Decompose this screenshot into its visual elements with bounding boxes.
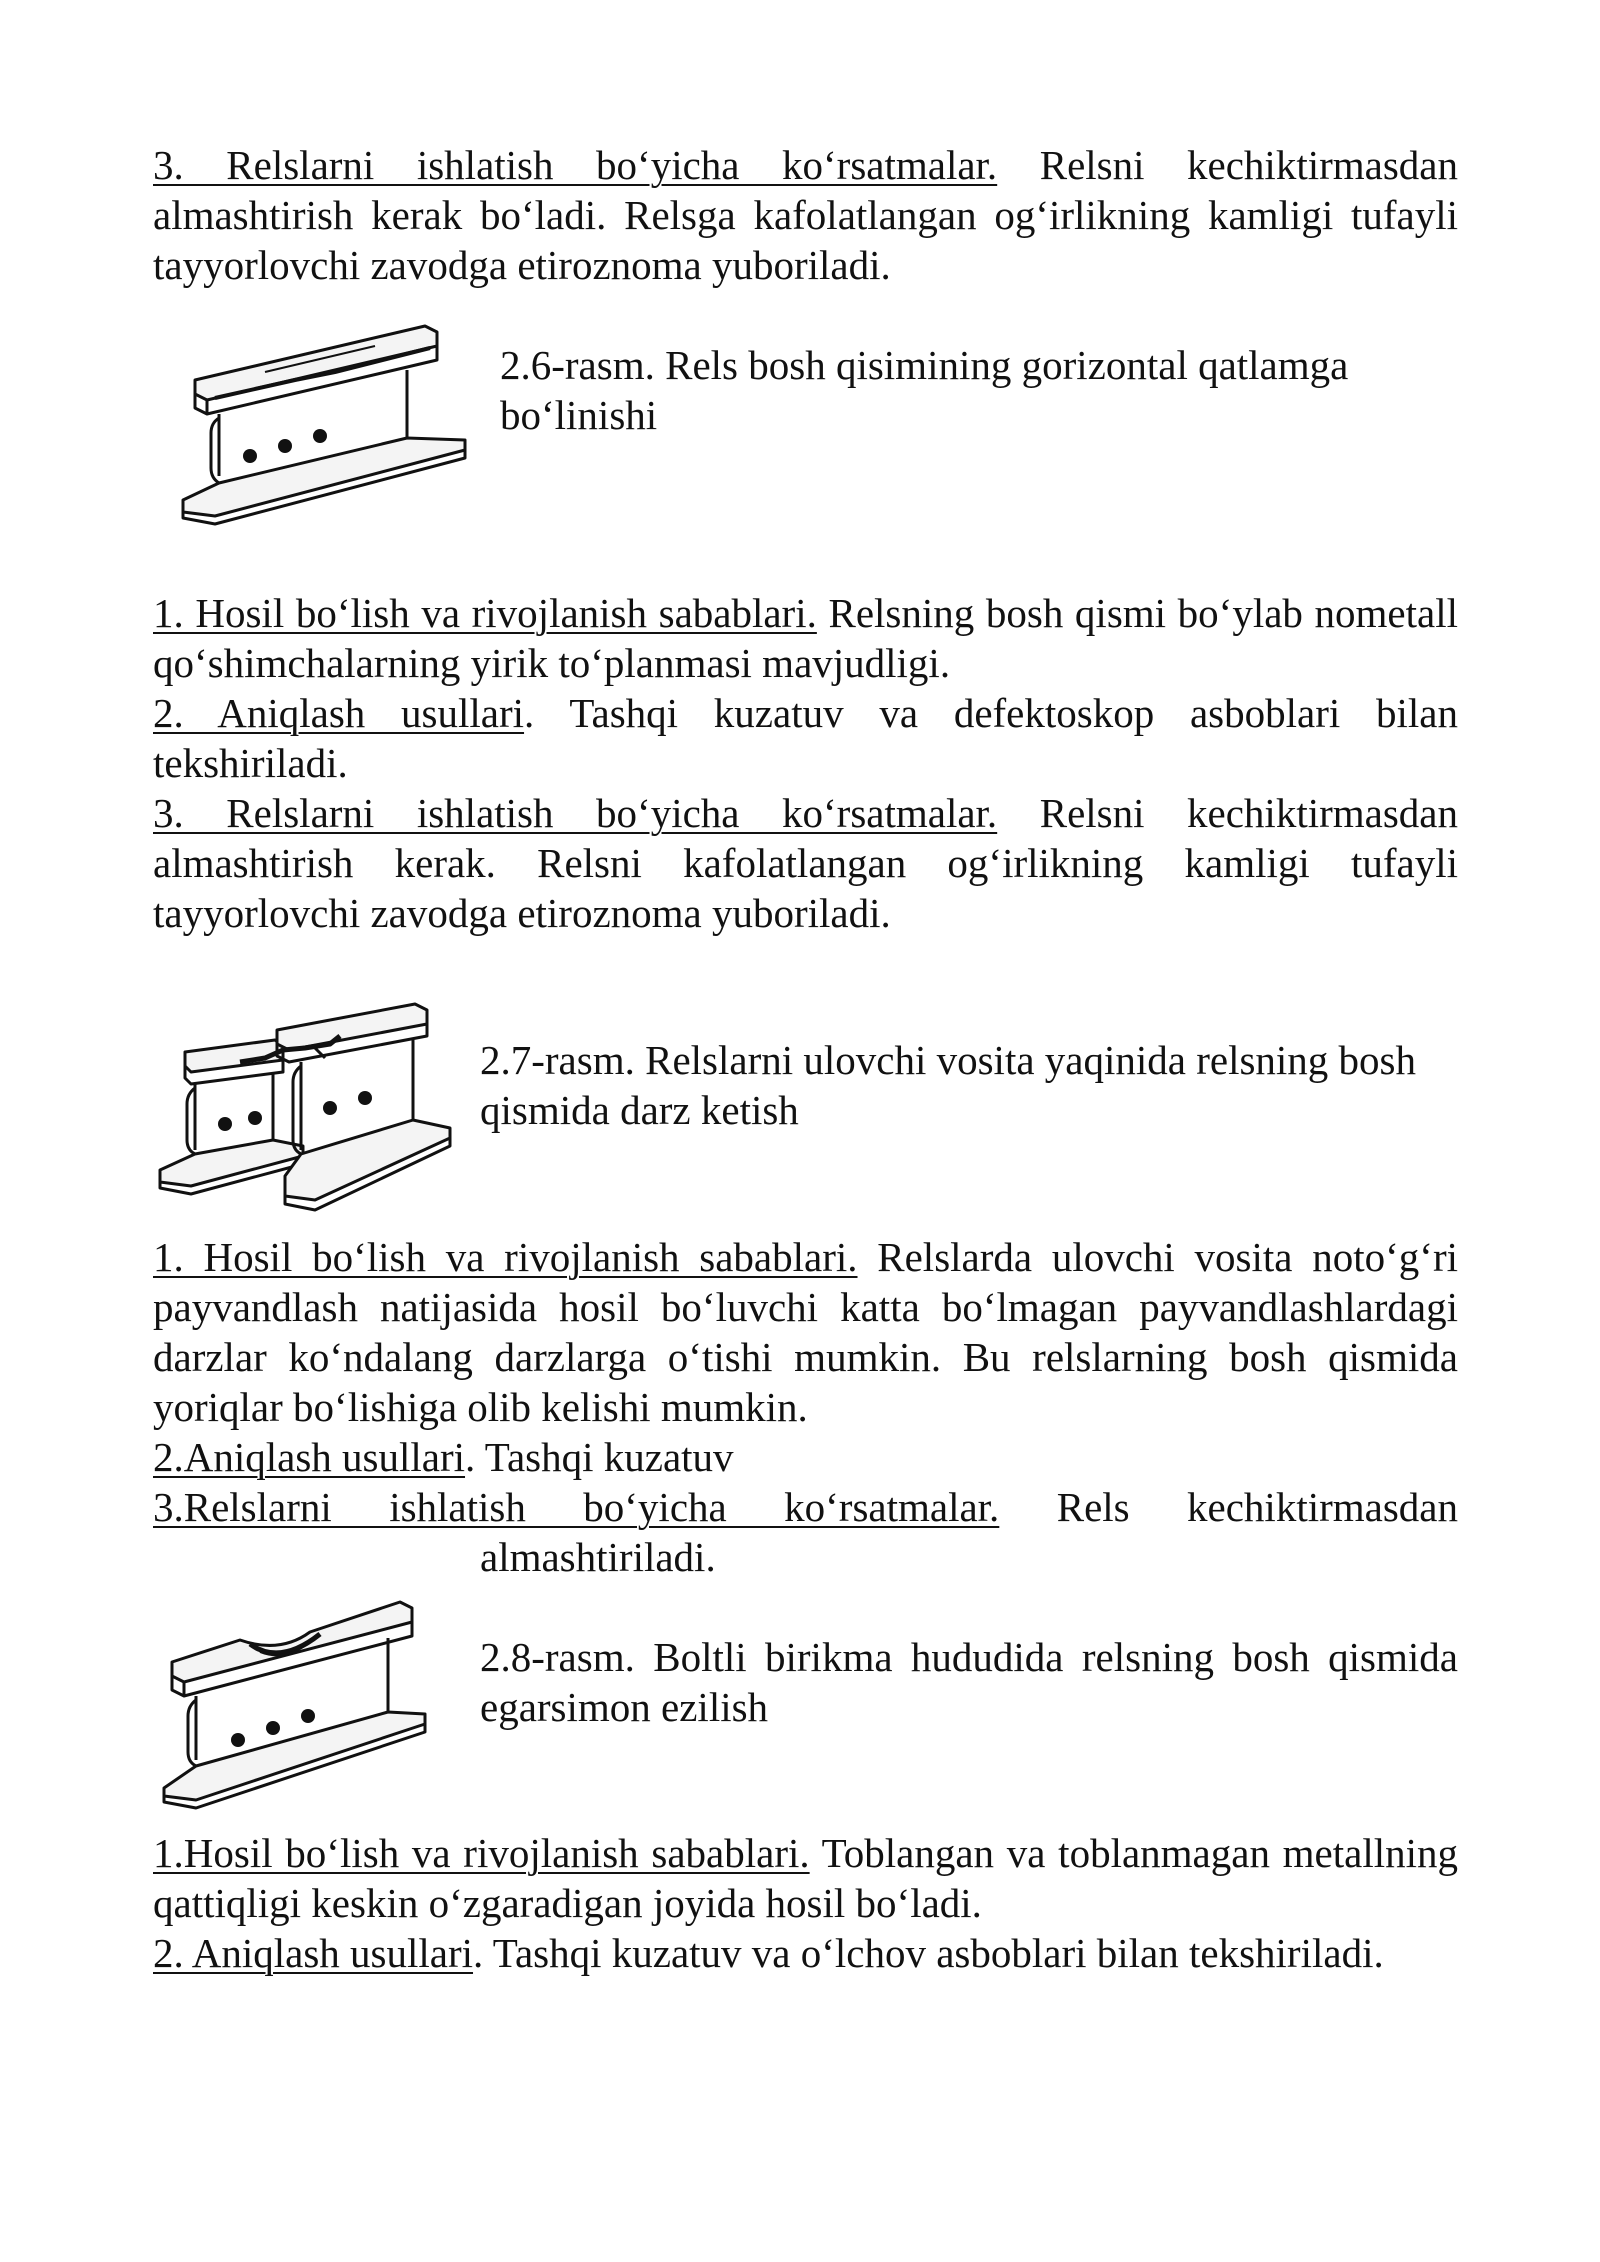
rail-joint-crack-icon (155, 1000, 455, 1215)
rail-saddle-crush-icon (160, 1592, 430, 1812)
paragraph-causes (153, 588, 1458, 688)
item-text: Rels kechiktirmasdan (999, 1484, 1458, 1530)
paragraph-usage-guidance-continued: almashtiriladi. (480, 1534, 716, 1580)
paragraph-causes (153, 1232, 1458, 1432)
item-heading: 3. Relslarni ishlatish bo‘yicha ko‘rsatmalar. (153, 790, 998, 836)
figure-caption-2-8 (480, 1632, 1458, 1732)
section-2 (153, 588, 1458, 938)
item-text: Relslarda ulovchi vosita noto‘g‘ri payvandlash natijasida hosil bo‘luvchi katta bo‘lmagan payvandlashlardagi darzlar ko‘ndalang darzlarga o‘tishi mumkin. Bu relslarning bosh qismida yoriqlar bo‘lishiga olib kelishi mumkin. (153, 1234, 1458, 1430)
item-text: Relsning bosh qismi bo‘ylab nometall qo‘shimchalarning yirik to‘planmasi mavjudligi. (153, 590, 1458, 686)
item-heading: 2.Aniqlash usullari (153, 1434, 466, 1480)
item-heading: 3. Relslarni ishlatish bo‘yicha ko‘rsatmalar. (153, 142, 998, 188)
figure-caption-2-8-text: 2.8-rasm. Boltli birikma hududida relsning bosh qismida egarsimon ezilish (480, 1634, 1458, 1730)
paragraph-usage-guidance (153, 1482, 1458, 1532)
item-text: Relsni kechiktirmasdan almashtirish kerak bo‘ladi. Relsga kafolatlangan og‘irlikning kamligi tufayli tayyorlovchi zavodga etiroznoma yuboriladi. (153, 142, 1458, 288)
paragraph-detection (153, 688, 1458, 788)
paragraph-detection (153, 1432, 1458, 1482)
item-heading: 2. Aniqlash usullari (153, 690, 525, 736)
paragraph-causes (153, 1828, 1458, 1928)
item-heading: 1. Hosil bo‘lish va rivojlanish sabablari. (153, 590, 817, 636)
section-1 (153, 140, 1458, 290)
item-heading: 1. Hosil bo‘lish va rivojlanish sabablari. (153, 1234, 858, 1280)
section-3 (153, 1232, 1458, 1582)
item-text: Toblangan va toblanmagan metallning qattiqligi keskin o‘zgaradigan joyida hosil bo‘ladi. (153, 1830, 1458, 1926)
item-heading: 1.Hosil bo‘lish va rivojlanish sabablari. (153, 1830, 810, 1876)
paragraph-detection (153, 1928, 1458, 1978)
item-text: . Tashqi kuzatuv va o‘lchov asboblari bilan tekshiriladi. (473, 1930, 1384, 1976)
item-text: Relsni kechiktirmasdan almashtirish kerak. Relsni kafolatlangan og‘irlikning kamligi tufayli tayyorlovchi zavodga etiroznoma yuboriladi. (153, 790, 1458, 936)
section-4 (153, 1828, 1458, 1978)
paragraph-usage-guidance (153, 788, 1458, 938)
item-text: . Tashqi kuzatuv va defektoskop asboblari bilan tekshiriladi. (153, 690, 1458, 786)
figure-caption-2-6: 2.6-rasm. Rels bosh qisimining gorizontal qatlamga bo‘linishi (500, 342, 1349, 438)
rail-horizontal-split-icon (175, 318, 475, 533)
item-heading: 3.Relslarni ishlatish bo‘yicha ko‘rsatmalar. (153, 1484, 1000, 1530)
item-text: . Tashqi kuzatuv (465, 1434, 734, 1480)
paragraph-usage-guidance (153, 140, 1458, 290)
figure-caption-2-7: 2.7-rasm. Relslarni ulovchi vosita yaqinida relsning bosh qismida darz ketish (480, 1037, 1417, 1133)
item-heading: 2. Aniqlash usullari (153, 1930, 474, 1976)
